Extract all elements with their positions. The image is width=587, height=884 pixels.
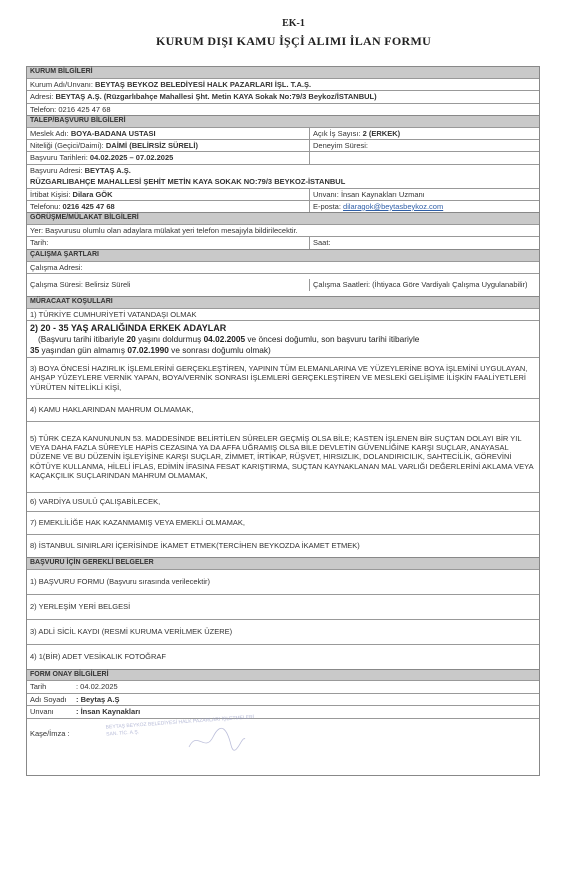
contact-row: [27, 188, 539, 200]
condition-item: 6) VARDİYA USULÜ ÇALIŞABİLECEK,: [30, 497, 161, 507]
interview-place: Yer: Başvurusu olumlu olan adaylara mülakat yeri telefon mesajıyla bildirilecektir.: [30, 226, 298, 235]
condition-row: [27, 320, 539, 357]
form-title: KURUM DIŞI KAMU İŞÇİ ALIMI İLAN FORMU: [155, 34, 432, 48]
nature-label: Niteliği (Geçici/Daimi):: [30, 141, 104, 150]
contact-phone-label: Telefonu:: [30, 201, 61, 211]
nature-row: [27, 139, 539, 151]
condition-row: [27, 534, 539, 557]
kurum-address-label: Adresi:: [30, 92, 54, 102]
section-talep: TALEP/BAŞVURU BİLGİLERİ: [27, 115, 539, 127]
kurum-name-row: [27, 78, 539, 90]
approval-name-label: Adı Soyadı: [30, 694, 67, 704]
job-value: BOYA-BADANA USTASI: [70, 128, 156, 138]
contact-value: Dilara GÖK: [72, 189, 113, 199]
contact-title-label: Unvanı:: [313, 189, 339, 199]
job-label: Meslek Adı:: [30, 128, 69, 138]
approval-sign-row: [27, 713, 539, 775]
trial-label: Deneyim Süresi:: [313, 141, 369, 150]
kurum-phone: Telefon: 0216 425 47 68: [30, 104, 111, 114]
email-link[interactable]: dilaragok@beytasbeykoz.com: [343, 201, 444, 211]
email-label: E-posta:: [313, 201, 341, 211]
document-row: [27, 569, 539, 594]
approval-title-label: Unvanı: [30, 707, 54, 717]
section-belgeler: BAŞVURU İÇİN GEREKLİ BELGELER: [27, 557, 539, 569]
document-row: [27, 594, 539, 619]
condition-row: [27, 492, 539, 511]
work-address-row: [27, 261, 539, 273]
openings-label: Açık İş Sayısı:: [313, 128, 361, 138]
kurum-phone-row: [27, 103, 539, 115]
condition-row: [27, 511, 539, 534]
condition-row: [27, 357, 539, 398]
section-onay: FORM ONAY BİLGİLERİ: [27, 669, 539, 681]
approval-title-row: [27, 705, 539, 717]
condition-row: [27, 421, 539, 492]
section-calisma: ÇALIŞMA ŞARTLARI: [27, 249, 539, 261]
kurum-name-label: Kurum Adı/Unvanı:: [30, 79, 93, 89]
document-item: 3) ADLİ SİCİL KAYDI (RESMİ KURUMA VERİLMEK ÜZERE): [30, 627, 233, 637]
signature-scribble: [187, 725, 247, 755]
job-row: [27, 127, 539, 139]
app-address-line2: RÜZGARLIBAHÇE MAHALLESİ ŞEHİT METİN KAYA SOKAK NO:79/3 BEYKOZ-İSTANBUL: [30, 177, 346, 187]
app-address-value: BEYTAŞ A.Ş.: [84, 165, 131, 175]
approval-name-value: : Beytaş A.Ş: [76, 694, 120, 704]
document-item: 1) BAŞVURU FORMU (Başvuru sırasında verilecektir): [30, 577, 211, 587]
approval-title-value: : İnsan Kaynakları: [76, 707, 141, 717]
condition-row: [27, 398, 539, 421]
condition-item: 5) TÜRK CEZA KANUNUNUN 53. MADDESİNDE BELİRTİLEN SÜRELER GEÇMİŞ OLSA BİLE; KASTEN İŞLENEN BİR SUÇTAN DOLAYI BİR YIL VEYA DAHA FAZLA SÜREYLE HAPİS CEZASINA YA DA AFFA UĞRAMIŞ OLSA BİLE DEVLETİN GÜVENLİĞİNE KARŞI SUÇLAR, ANAYASAL DÜZENE VE BU DÜZENİN İŞLEYİŞİNE KARŞI SUÇLAR, ZİMMET, İRTİKAP, RÜŞVET, HIRSIZLIK, DOLANDIRICILIK, SAHTECİLİK, GÖREVİNİ KÖTÜYE KULLANMA, HİLELİ İFLAS, EDİMİN İFASINA FESAT KARIŞTIRMA, SUÇTAN KAYNAKLANAN MAL VARLIĞI DEĞERLERİNİ AKLAMA VEYA KAÇAKÇILIK SUÇLARINDAN MAHRUM OLMAMAK,: [30, 433, 534, 481]
contact-label: İrtibat Kişisi:: [30, 189, 71, 199]
dates-label: Başvuru Tarihleri:: [30, 153, 88, 163]
document-row: [27, 644, 539, 669]
condition-item: 8) İSTANBUL SINIRLARI İÇERİSİNDE İKAMET ETMEK(TERCİHEN BEYKOZDA İKAMET ETMEK): [30, 541, 360, 551]
approval-date-label: Tarih: [30, 682, 47, 692]
document-item: 2) YERLEŞİM YERİ BELGESİ: [30, 602, 131, 612]
section-gorusme: GÖRÜŞME/MÜLAKAT BİLGİLERİ: [27, 212, 539, 224]
document-item: 4) 1(BİR) ADET VESİKALIK FOTOĞRAF: [30, 652, 167, 662]
condition-item: 4) KAMU HAKLARINDAN MAHRUM OLMAMAK,: [30, 405, 194, 415]
work-duration-row: [27, 273, 539, 296]
approval-date-value: : 04.02.2025: [76, 682, 118, 692]
document-row: [27, 619, 539, 644]
annex-label: EK-1: [282, 18, 305, 29]
approval-name-row: [27, 693, 539, 705]
company-stamp: BEYTAŞ BEYKOZ BELEDİYESİ HALK PAZARLARI İŞLETMELERİ SAN. TİC. A.Ş.: [105, 713, 255, 737]
approval-date-row: [27, 680, 539, 692]
interview-time: Saat:: [313, 238, 331, 248]
condition-item: 3) BOYA ÖNCESİ HAZIRLIK İŞLEMLERİNİ GERÇEKLEŞTİREN, YAPININ TÜM ELEMANLARINA VE YÜZEYLERİNE BOYA İŞLEMİNİ UYGULAYAN, AHŞAP YÜZEYLERE VERNİK YAPAN, BOYA/VERNİK SONRASI İŞLEMLERİ GERÇEKLEŞTİREN VE MESLEKİ GELİŞİME İLİŞKİN FAALİYETLERİ YÜRÜTEN NİTELİKLİ KİŞİ,: [30, 363, 528, 392]
condition-item: 7) EMEKLİLİĞE HAK KAZANMAMIŞ VEYA EMEKLİ OLMAMAK,: [30, 518, 245, 528]
kurum-address-value: BEYTAŞ A.Ş. (Rüzgarlıbahçe Mahallesi Şht. Metin KAYA Sokak No:79/3 Beykoz/İSTANBUL): [55, 92, 377, 102]
age-note: (Başvuru tarihi itibariyle 20 yaşını doldurmuş 04.02.2005 ve öncesi doğumlu, son başvuru tarihi itibariyle: [38, 334, 420, 345]
approval-sign-label: Kaşe/İmza :: [30, 728, 70, 738]
condition-item: 2) 20 - 35 YAŞ ARALIĞINDA ERKEK ADAYLAR: [30, 323, 227, 333]
announcement-form: [26, 66, 540, 776]
kurum-address-row: [27, 90, 539, 102]
contact-title-value: İnsan Kaynakları Uzmanı: [340, 189, 425, 199]
nature-value: DAİMİ (BELİRSİZ SÜRELİ): [105, 141, 198, 150]
interview-date: Tarih:: [27, 237, 310, 248]
app-address-row: [27, 164, 539, 188]
section-kurum: KURUM BİLGİLERİ: [27, 67, 539, 78]
dates-value: 04.02.2025 – 07.02.2025: [89, 153, 174, 163]
condition-row: [27, 308, 539, 320]
openings-value: 2 (ERKEK): [362, 128, 401, 138]
work-duration: Çalışma Süresi: Belirsiz Süreli: [27, 279, 310, 290]
work-hours: Çalışma Saatleri: (İhtiyaca Göre Vardiyalı Çalışma Uygulanabilir): [313, 280, 528, 290]
interview-date-row: [27, 236, 539, 248]
interview-place-row: [27, 224, 539, 236]
work-address: Çalışma Adresi:: [30, 262, 83, 272]
contact-phone-row: [27, 200, 539, 212]
app-address-label: Başvuru Adresi:: [30, 165, 83, 175]
age-note-2: 35 yaşından gün almamış 07.02.1990 ve sonrası doğumlu olmak): [30, 344, 271, 355]
contact-phone-value: 0216 425 47 68: [62, 201, 115, 211]
kurum-name-value: BEYTAŞ BEYKOZ BELEDİYESİ HALK PAZARLARI İŞL. T.A.Ş.: [95, 79, 312, 89]
condition-item: 1) TÜRKİYE CUMHURİYETİ VATANDAŞI OLMAK: [30, 309, 197, 319]
dates-row: [27, 151, 539, 163]
section-muracaat: MÜRACAAT KOŞULLARI: [27, 296, 539, 308]
